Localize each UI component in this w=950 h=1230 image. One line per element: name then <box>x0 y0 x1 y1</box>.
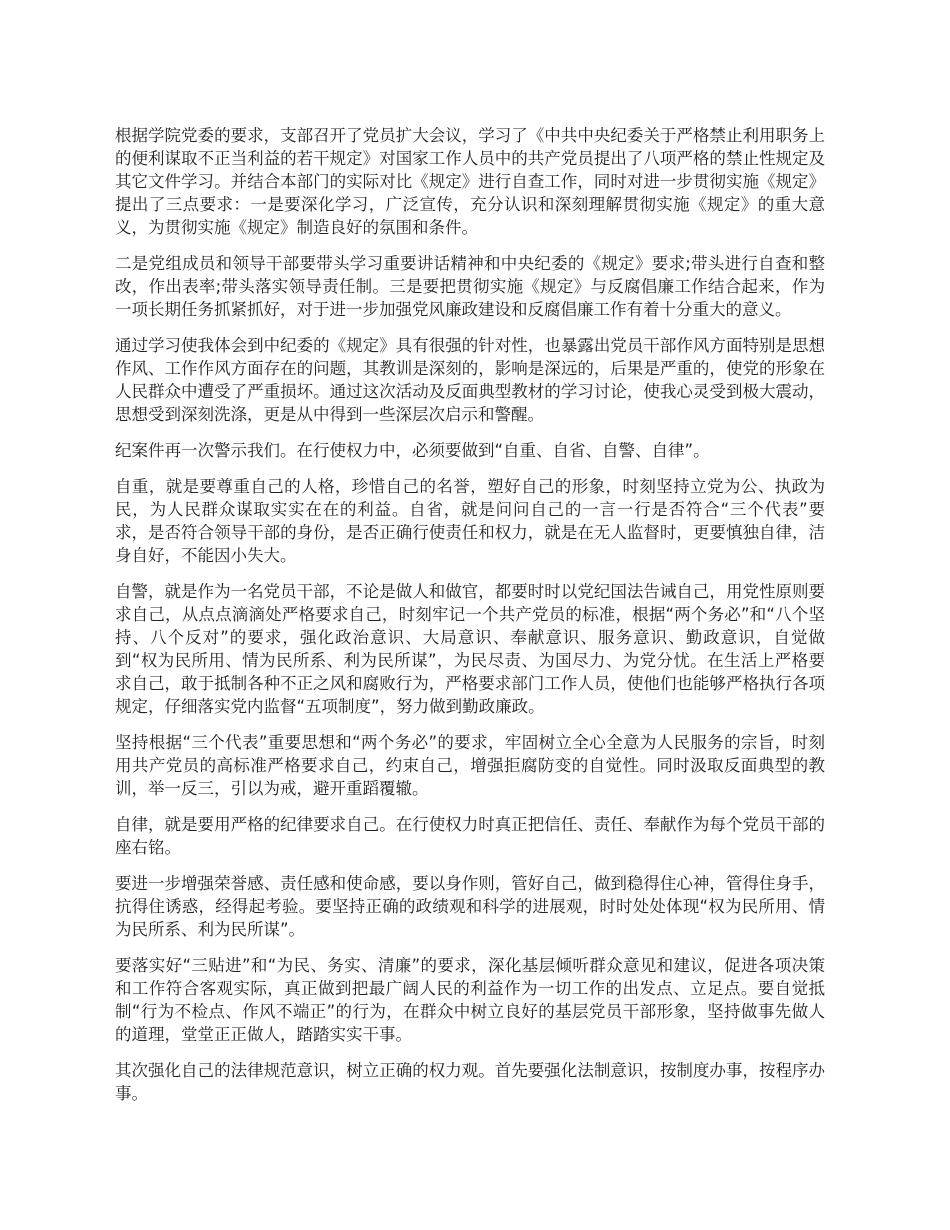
paragraph-6: 自警，就是作为一名党员干部，不论是做人和做官，都要时时以党纪国法告诫自己，用党性原则要求自己，从点点滴滴处严格要求自己，时刻牢记一个共产党员的标准，根据“两个务必”和“八个坚持、八个反对”的要求，强化政治意识、大局意识、奉献意识、服务意识、勤政意识，自觉做到“权为民所用、情为民所系、利为民所谋”，为民尽责、为国尽力、为党分忧。在生活上严格要求自己，敢于抵制各种不正之风和腐败行为，严格要求部门工作人员，使他们也能够严格执行各项规定，仔细落实党内监督“五项制度”，努力做到勤政廉政。 <box>115 582 825 716</box>
document-body <box>115 124 825 1118</box>
paragraph-5: 自重，就是要尊重自己的人格，珍惜自己的名誉，塑好自己的形象，时刻坚持立党为公、执政为民，为人民群众谋取实实在在的利益。自省，就是问问自己的一言一行是否符合“三个代表”要求，是否符合领导干部的身份，是否正确行使责任和权力，就是在无人监督时，更要慎独自律，洁身自好，不能因小失大。 <box>115 477 825 565</box>
paragraph-7: 坚持根据“三个代表”重要思想和“两个务必”的要求，牢固树立全心全意为人民服务的宗旨，时刻用共产党员的高标准严格要求自己，约束自己，增强拒腐防变的自觉性。同时汲取反面典型的教训，举一反三，引以为戒，避开重蹈覆辙。 <box>115 733 825 798</box>
paragraph-4: 纪案件再一次警示我们。在行使权力中，必须要做到“自重、自省、自警、自律”。 <box>115 441 710 460</box>
paragraph-2: 二是党组成员和领导干部要带头学习重要讲话精神和中央纪委的《规定》要求;带头进行自查和整改，作出表率;带头落实领导责任制。三是要把贯彻实施《规定》与反腐倡廉工作结合起来，作为一项长期任务抓紧抓好，对于进一步加强党风廉政建设和反腐倡廉工作有着十分重大的意义。 <box>115 254 825 319</box>
paragraph-3: 通过学习使我体会到中纪委的《规定》具有很强的针对性，也暴露出党员干部作风方面特别是思想作风、工作作风方面存在的问题，其教训是深刻的，影响是深远的，后果是严重的，使党的形象在人民群众中遭受了严重损坏。通过这次活动及反面典型教材的学习讨论，使我心灵受到极大震动，思想受到深刻洗涤，更是从中得到一些深层次启示和警醒。 <box>115 336 825 424</box>
paragraph-9: 要进一步增强荣誉感、责任感和使命感，要以身作则，管好自己，做到稳得住心神，管得住身手，抗得住诱惑，经得起考验。要坚持正确的政绩观和科学的进展观，时时处处体现“权为民所用、情为民所系、利为民所谋”。 <box>115 874 825 939</box>
paragraph-1: 根据学院党委的要求，支部召开了党员扩大会议，学习了《中共中央纪委关于严格禁止利用职务上的便利谋取不正当利益的若干规定》对国家工作人员中的共产党员提出了八项严格的禁止性规定及其它文件学习。并结合本部门的实际对比《规定》进行自查工作，同时对进一步贯彻实施《规定》提出了三点要求：一是要深化学习，广泛宣传，充分认识和深刻理解贯彻实施《规定》的重大意义，为贯彻实施《规定》制造良好的氛围和条件。 <box>115 126 825 237</box>
paragraph-8: 自律，就是要用严格的纪律要求自己。在行使权力时真正把信任、责任、奉献作为每个党员干部的座右铭。 <box>115 815 825 857</box>
paragraph-11: 其次强化自己的法律规范意识，树立正确的权力观。首先要强化法制意识，按制度办事，按程序办事。 <box>115 1061 825 1103</box>
paragraph-10: 要落实好“三贴进”和“为民、务实、清廉”的要求，深化基层倾听群众意见和建议，促进各项决策和工作符合客观实际，真正做到把最广阔人民的利益作为一切工作的出发点、立足点。要自觉抵制“行为不检点、作风不端正”的行为，在群众中树立良好的基层党员干部形象，坚持做事先做人的道理，堂堂正正做人，踏踏实实干事。 <box>115 956 825 1044</box>
